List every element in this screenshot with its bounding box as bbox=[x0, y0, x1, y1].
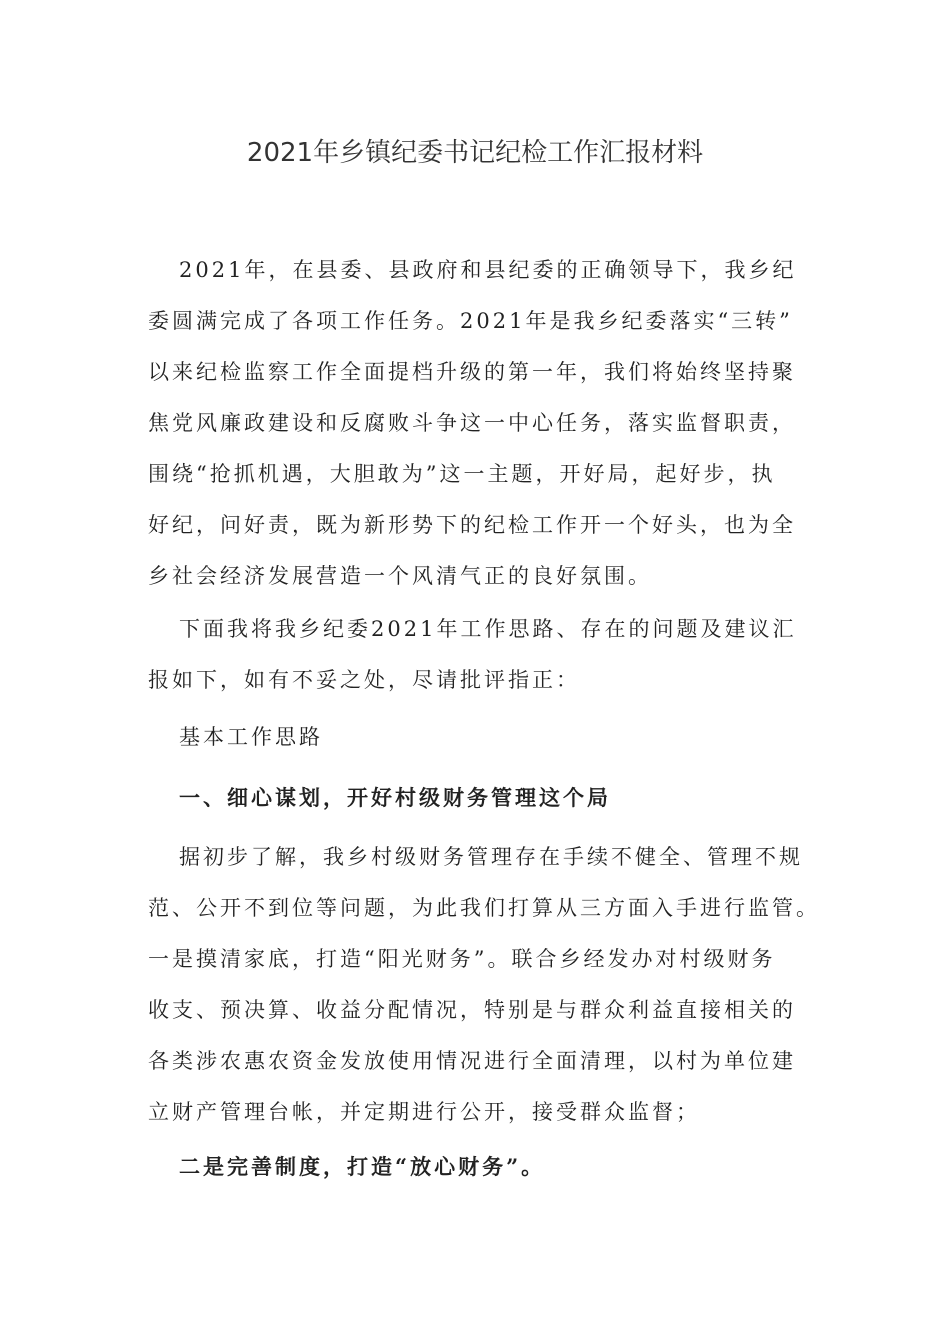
finance-paragraph bbox=[148, 832, 818, 1138]
paragraph-line: 据初步了解，我乡村级财务管理存在手续不健全、管理不规 bbox=[179, 845, 803, 869]
paragraph-line: 一、细心谋划，开好村级财务管理这个局 bbox=[179, 785, 611, 810]
report-intro-paragraph bbox=[148, 604, 818, 706]
paragraph-line: 一是摸清家底，打造“阳光财务”。联合乡经发办对村级财务 bbox=[148, 947, 776, 971]
subsection-heading bbox=[148, 772, 818, 823]
section-heading bbox=[148, 712, 818, 763]
paragraph-line: 以来纪检监察工作全面提档升级的第一年，我们将始终坚持聚 bbox=[148, 360, 796, 384]
paragraph-line: 委圆满完成了各项工作任务。2021年是我乡纪委落实“三转” bbox=[148, 309, 793, 333]
paragraph-line: 各类涉农惠农资金发放使用情况进行全面清理，以村为单位建 bbox=[148, 1049, 796, 1073]
paragraph-line: 好纪，问好责，既为新形势下的纪检工作开一个好头，也为全 bbox=[148, 513, 796, 537]
paragraph-line: 二是完善制度，打造“放心财务”。 bbox=[179, 1154, 546, 1179]
paragraph-line: 下面我将我乡纪委2021年工作思路、存在的问题及建议汇 bbox=[179, 617, 797, 641]
paragraph-line: 乡社会经济发展营造一个风清气正的良好氛围。 bbox=[148, 564, 652, 588]
document-title: 2021年乡镇纪委书记纪检工作汇报材料 bbox=[246, 138, 704, 168]
paragraph-line: 范、公开不到位等问题，为此我们打算从三方面入手进行监管。 bbox=[148, 896, 820, 920]
paragraph-line: 收支、预决算、收益分配情况，特别是与群众利益直接相关的 bbox=[148, 998, 796, 1022]
paragraph-line: 报如下，如有不妥之处，尽请批评指正： bbox=[148, 668, 580, 692]
paragraph-line: 基本工作思路 bbox=[179, 725, 323, 749]
intro-paragraph bbox=[148, 245, 818, 602]
paragraph-line: 焦党风廉政建设和反腐败斗争这一中心任务，落实监督职责， bbox=[148, 411, 796, 435]
paragraph-line: 立财产管理台帐，并定期进行公开，接受群众监督； bbox=[148, 1100, 700, 1124]
paragraph-line: 围绕“抢抓机遇，大胆敢为”这一主题，开好局，起好步，执 bbox=[148, 462, 776, 486]
paragraph-line: 2021年，在县委、县政府和县纪委的正确领导下，我乡纪 bbox=[179, 258, 797, 282]
subsection-heading bbox=[148, 1141, 818, 1192]
